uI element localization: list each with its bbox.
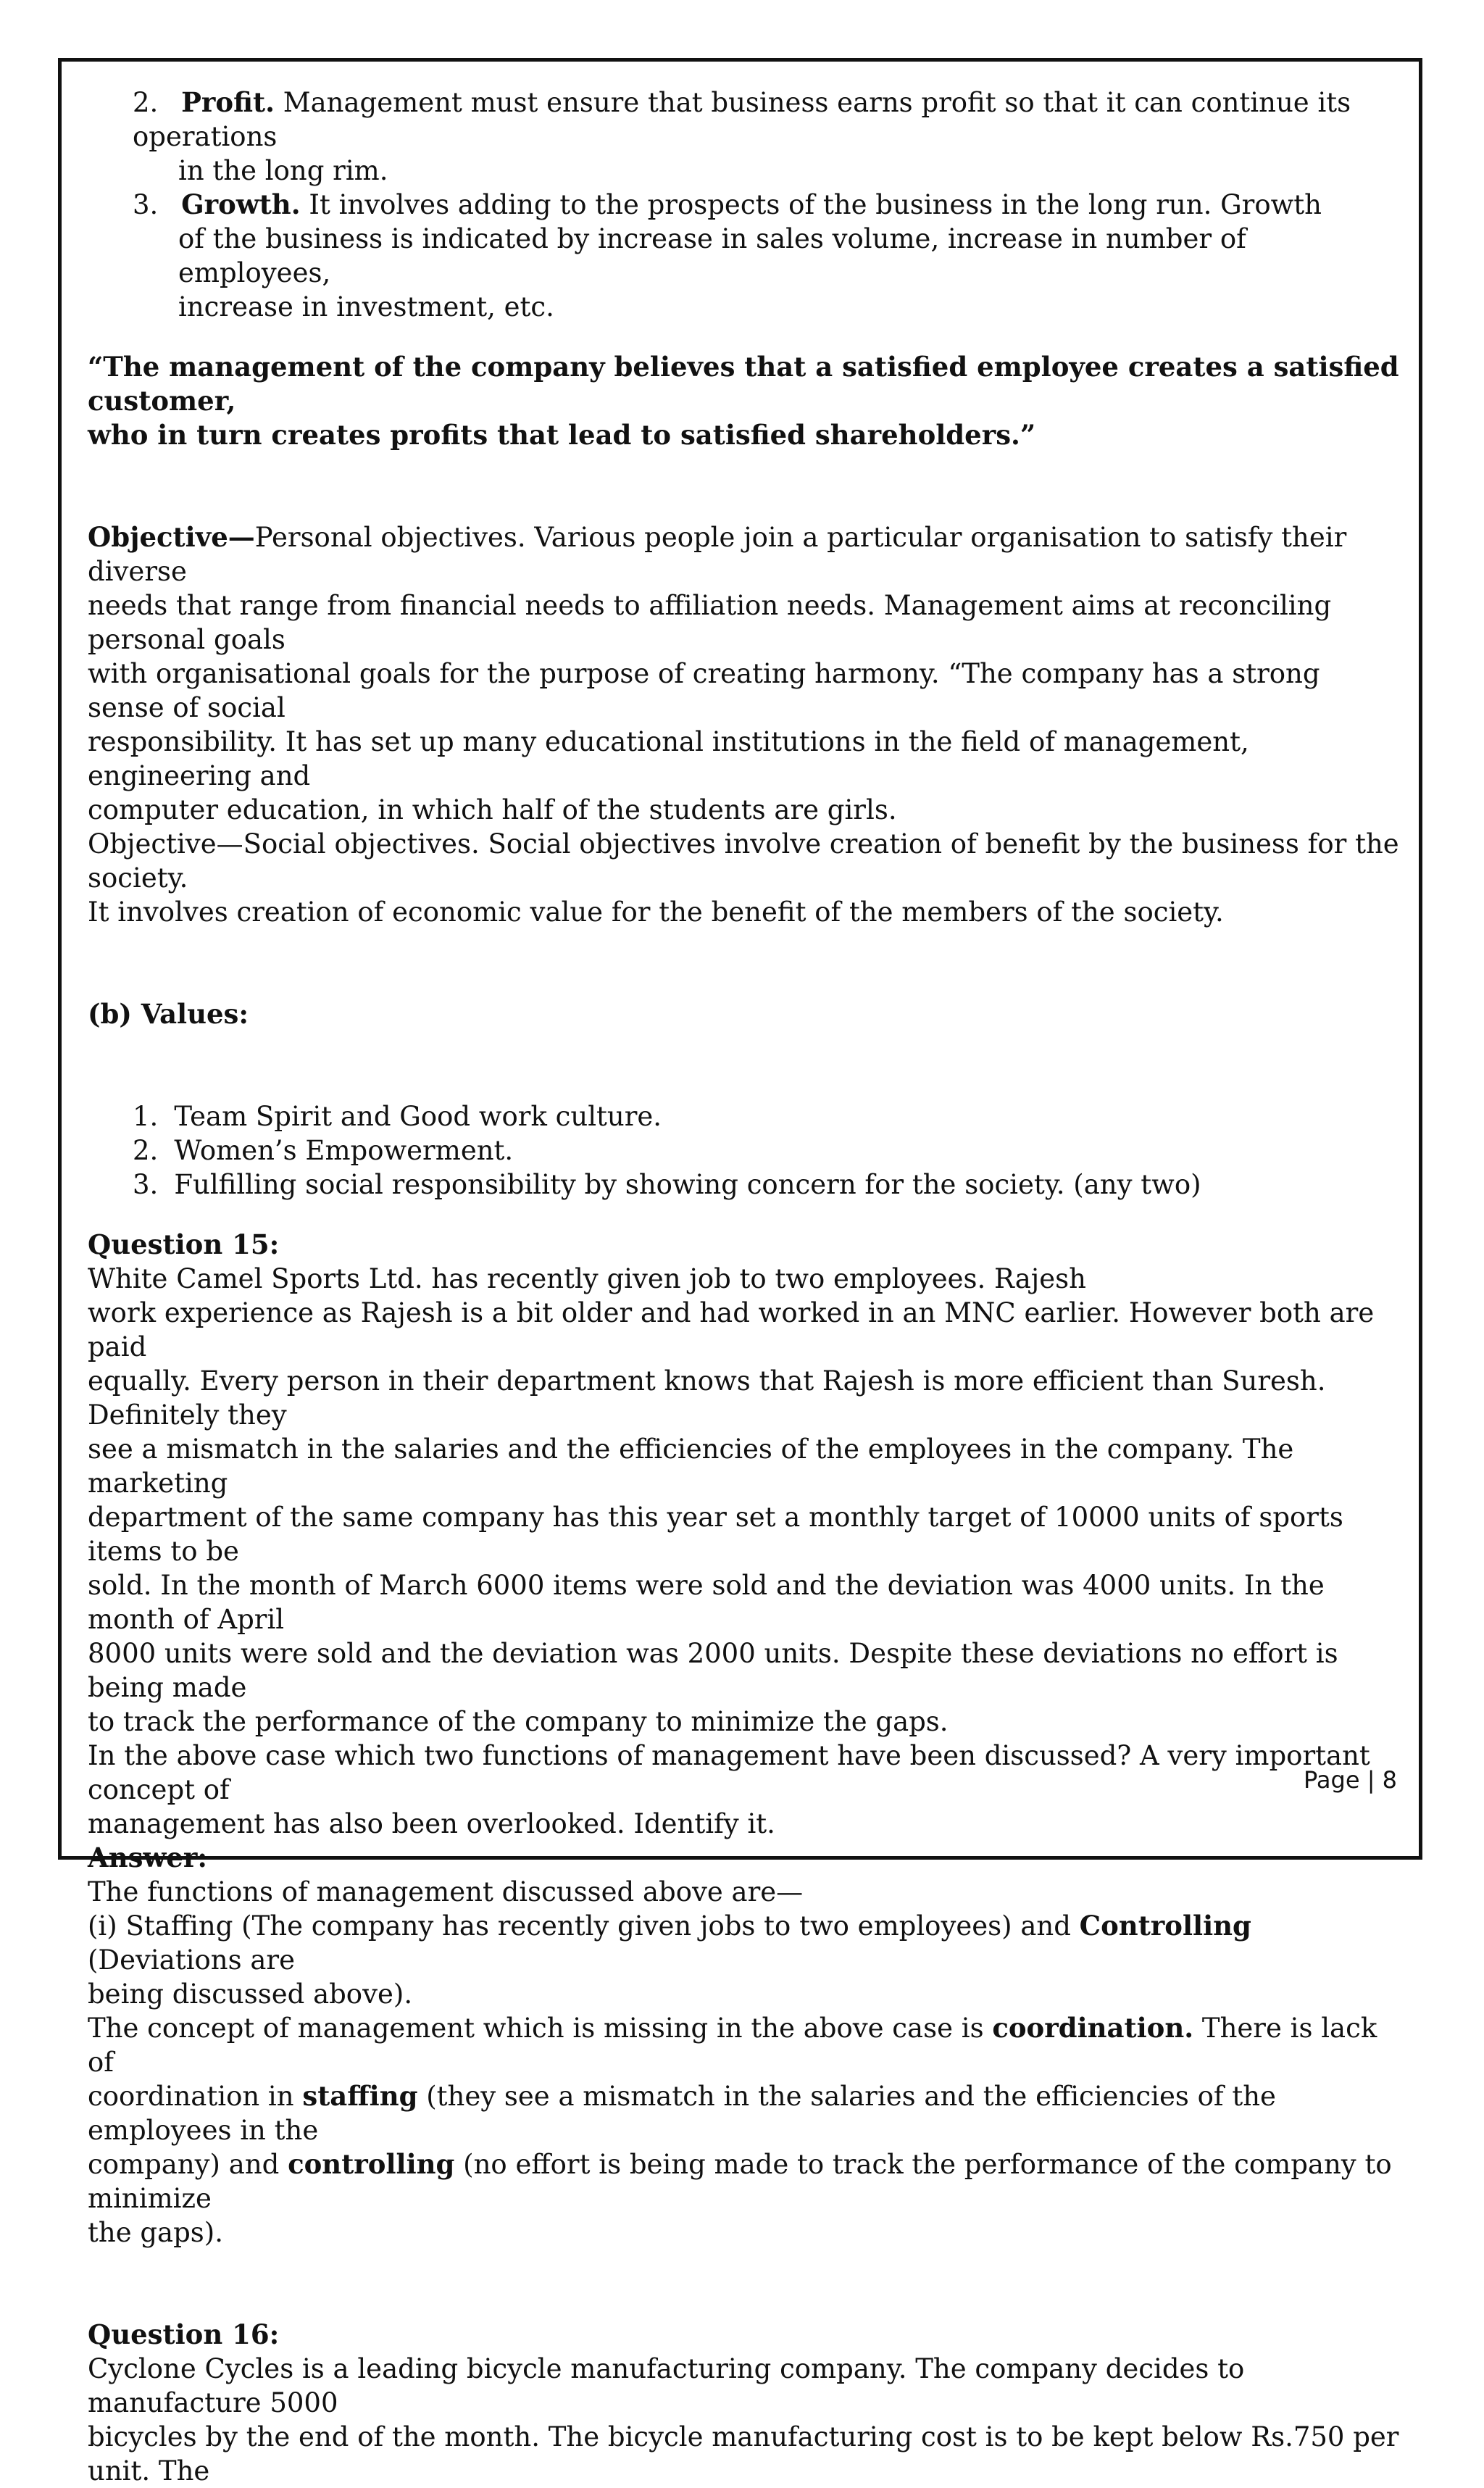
paragraph-line [88, 2079, 1399, 2147]
objective-label: Objective— [88, 521, 255, 553]
paragraph-line: management has also been overlooked. Identify it. [88, 1808, 775, 1839]
values-heading: (b) Values: [88, 998, 249, 1030]
list-text: Women’s Empowerment. [174, 1135, 514, 1166]
list-title: Growth. [181, 188, 301, 220]
text-span: (Deviations are [88, 1944, 295, 1976]
list-item-profit [88, 86, 1399, 188]
question-15-heading: Question 15: [88, 1228, 280, 1260]
question-16-body [88, 2352, 1399, 2488]
objective-personal [88, 520, 1399, 827]
paragraph-line: bicycles by the end of the month. The bicycle manufacturing cost is to be kept below Rs.750 per unit. The [88, 2421, 1399, 2487]
list-title: Profit. [181, 86, 275, 118]
bold-term: coordination. [992, 2012, 1194, 2044]
quote-line: who in turn creates profits that lead to satisfied shareholders.” [88, 419, 1036, 451]
paragraph-line [88, 2147, 1399, 2216]
paragraph-line: see a mismatch in the salaries and the efficiencies of the employees in the company. The marketing [88, 1434, 1294, 1499]
text-span: (they see a mismatch in the salaries and the efficiencies of the employees in the [88, 2081, 1276, 2146]
page-number: Page | 8 [1304, 1766, 1397, 1794]
list-text: in the long rim. [178, 155, 388, 186]
list-item [88, 1133, 1399, 1168]
list-text: Management must ensure that business earns profit so that it can continue its operations [133, 87, 1351, 152]
paragraph-line: Personal objectives. Various people join a particular organisation to satisfy their diverse [88, 522, 1347, 587]
text-span: (no effort is being made to track the performance of the company to minimize [88, 2149, 1392, 2214]
list-text: It involves adding to the prospects of the business in the long run. Growth [309, 189, 1322, 220]
list-number: 1. [133, 1101, 159, 1132]
list-item [88, 1168, 1399, 1202]
paragraph-line: 8000 units were sold and the deviation was 2000 units. Despite these deviations no effort is being made [88, 1638, 1338, 1703]
paragraph-line: with organisational goals for the purpose of creating harmony. “The company has a strong sense of social [88, 658, 1320, 723]
paragraph-line: the gaps). [88, 2217, 223, 2248]
list-text: of the business is indicated by increase in sales volume, increase in number of employees, [178, 223, 1246, 288]
paragraph-line: In the above case which two functions of management have been discussed? A very important concept of [88, 1740, 1370, 1805]
answer-body [88, 1875, 1399, 2250]
paragraph-line: Objective—Social objectives. Social objectives involve creation of benefit by the business for the society. [88, 828, 1399, 894]
list-number: 2. [133, 1135, 159, 1166]
paragraph-line: department of the same company has this year set a monthly target of 10000 units of sports items to be [88, 1502, 1343, 1567]
bold-term: staffing [302, 2080, 418, 2112]
paragraph-line [88, 2011, 1399, 2079]
list-text: increase in investment, etc. [178, 291, 554, 323]
bold-term: Controlling [1079, 1910, 1251, 1942]
objective-social [88, 827, 1399, 929]
list-number: 3. [133, 1169, 159, 1200]
text-span: coordination in [88, 2081, 303, 2112]
quote [88, 350, 1399, 452]
document-body [88, 86, 1399, 2488]
text-span: company) and [88, 2149, 288, 2180]
paragraph-line: Cyclone Cycles is a leading bicycle manufacturing company. The company decides to manufacture 5000 [88, 2353, 1245, 2418]
paragraph-line: being discussed above). [88, 1979, 413, 2010]
list-text: Team Spirit and Good work culture. [174, 1101, 662, 1132]
paragraph-line: White Camel Sports Ltd. has recently given job to two employees. Rajesh [88, 1263, 1086, 1294]
list-item-growth [88, 188, 1399, 324]
text-span: The concept of management which is missing in the above case is [88, 2013, 993, 2044]
paragraph-line: work experience as Rajesh is a bit older and had worked in an MNC earlier. However both are paid [88, 1297, 1375, 1362]
paragraph-line: computer education, in which half of the students are girls. [88, 794, 897, 825]
quote-line: “The management of the company believes that a satisfied employee creates a satisfied customer, [88, 351, 1399, 417]
paragraph-line: to track the performance of the company to minimize the gaps. [88, 1706, 949, 1737]
bold-term: controlling [288, 2148, 455, 2180]
paragraph-line: needs that range from financial needs to affiliation needs. Management aims at reconciling personal goals [88, 590, 1332, 655]
paragraph-line: responsibility. It has set up many educational institutions in the field of management, engineering and [88, 726, 1249, 791]
paragraph-line: equally. Every person in their department knows that Rajesh is more efficient than Suresh. Definitely they [88, 1365, 1326, 1431]
list-item [88, 1099, 1399, 1133]
list-number: 3. [133, 189, 159, 220]
question-16-heading: Question 16: [88, 2318, 280, 2350]
paragraph-line [88, 1909, 1399, 1977]
paragraph-line: sold. In the month of March 6000 items were sold and the deviation was 4000 units. In the month of April [88, 1570, 1325, 1635]
text-span: There is lack of [88, 2013, 1377, 2078]
values-list [88, 1099, 1399, 1202]
answer-heading: Answer: [88, 1842, 207, 1873]
list-number: 2. [133, 87, 159, 118]
text-span: (i) Staffing (The company has recently given jobs to two employees) and [88, 1910, 1080, 1942]
paragraph-line: It involves creation of economic value for the benefit of the members of the society. [88, 896, 1224, 928]
question-15-body [88, 1262, 1399, 1841]
list-text: Fulfilling social responsibility by showing concern for the society. (any two) [174, 1169, 1201, 1200]
paragraph-line: The functions of management discussed above are— [88, 1876, 804, 1907]
objectives-list [88, 86, 1399, 324]
